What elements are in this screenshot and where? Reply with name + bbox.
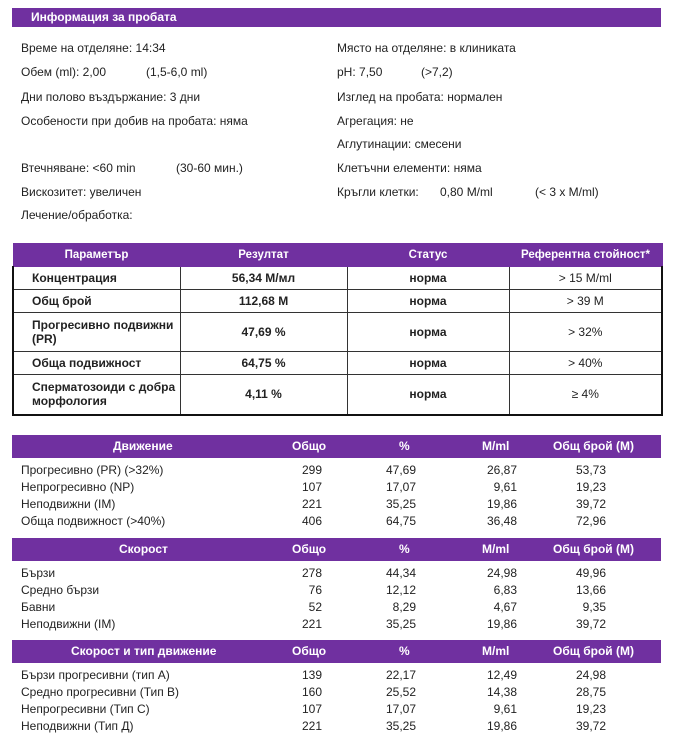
- table-row: [12, 479, 661, 496]
- table-row: [12, 582, 661, 599]
- row-percent: 35,25: [385, 719, 416, 733]
- row-mml: 19,86: [486, 617, 517, 631]
- param-reference: ≥ 4%: [509, 375, 662, 415]
- table-row: [12, 616, 661, 633]
- row-total: 76: [308, 583, 322, 597]
- section-header: [12, 538, 661, 561]
- param-status: норма: [347, 313, 509, 352]
- row-count: 28,75: [575, 685, 606, 699]
- row-label: Неподвижни (IM): [21, 497, 116, 511]
- param-reference: > 40%: [509, 352, 662, 375]
- param-status: норма: [347, 352, 509, 375]
- row-mml: 4,67: [493, 600, 517, 614]
- row-mml: 6,83: [493, 583, 517, 597]
- param-status: норма: [347, 267, 509, 290]
- param-reference: > 15 M/ml: [509, 267, 662, 290]
- header-total: Общо: [292, 439, 327, 453]
- row-count: 19,23: [575, 480, 606, 494]
- row-count: 72,96: [575, 514, 606, 528]
- param-name: Сперматозоиди с добра морфология: [13, 375, 180, 415]
- table-row: [12, 462, 661, 479]
- row-label: Прогресивно (PR) (>32%): [21, 463, 164, 477]
- sample-info-header: [12, 8, 661, 27]
- param-result: 47,69 %: [180, 313, 347, 352]
- section-title: Скорост: [119, 542, 168, 556]
- table-row: [12, 565, 661, 582]
- sample-info-title: Информация за пробата: [31, 10, 177, 24]
- row-count: 39,72: [575, 497, 606, 511]
- row-percent: 17,07: [385, 480, 416, 494]
- info-round-cells-value: 0,80 M/ml: [440, 185, 493, 199]
- row-mml: 19,86: [486, 497, 517, 511]
- row-label: Бързи прогресивни (тип А): [21, 668, 170, 682]
- section-speed-type: [12, 640, 661, 735]
- info-volume-ref: (1,5-6,0 ml): [146, 65, 208, 79]
- table-row: [13, 375, 662, 415]
- table-row: [12, 513, 661, 530]
- row-total: 107: [301, 702, 322, 716]
- info-treatment: Лечение/обработка:: [21, 208, 133, 222]
- section-header: [12, 640, 661, 663]
- header-parameter: Параметър: [13, 244, 180, 267]
- row-count: 9,35: [582, 600, 606, 614]
- table-row: [13, 352, 662, 375]
- header-mml: M/ml: [482, 542, 510, 556]
- row-label: Неподвижни (IM): [21, 617, 116, 631]
- row-percent: 47,69: [385, 463, 416, 477]
- row-label: Бавни: [21, 600, 56, 614]
- info-agglutination: Аглутинации: смесени: [337, 137, 462, 151]
- row-percent: 64,75: [385, 514, 416, 528]
- row-total: 221: [301, 497, 322, 511]
- header-total: Общо: [292, 542, 327, 556]
- row-label: Неподвижни (Тип Д): [21, 719, 134, 733]
- row-total: 160: [301, 685, 322, 699]
- header-reference: Референтна стойност*: [509, 244, 662, 267]
- row-percent: 12,12: [385, 583, 416, 597]
- param-result: 64,75 %: [180, 352, 347, 375]
- row-total: 406: [301, 514, 322, 528]
- header-mml: M/ml: [482, 644, 510, 658]
- table-row: [13, 290, 662, 313]
- info-viscosity: Вискозитет: увеличен: [21, 185, 142, 199]
- header-count: Общ брой (M): [553, 542, 634, 556]
- info-aggregation: Агрегация: не: [337, 114, 414, 128]
- table-row: [12, 496, 661, 513]
- row-percent: 17,07: [385, 702, 416, 716]
- row-label: Средно бързи: [21, 583, 100, 597]
- row-label: Обща подвижност (>40%): [21, 514, 166, 528]
- info-collection-notes: Особености при добив на пробата: няма: [21, 114, 248, 128]
- row-count: 39,72: [575, 617, 606, 631]
- row-percent: 35,25: [385, 497, 416, 511]
- row-percent: 44,34: [385, 566, 416, 580]
- info-volume: Обем (ml): 2,00: [21, 65, 107, 79]
- row-percent: 8,29: [392, 600, 416, 614]
- row-count: 49,96: [575, 566, 606, 580]
- param-result: 56,34 М/мл: [180, 267, 347, 290]
- table-row: [13, 267, 662, 290]
- param-name: Прогресивно подвижни (PR): [13, 313, 180, 352]
- section-header: [12, 435, 661, 458]
- row-mml: 36,48: [486, 514, 517, 528]
- param-name: Общ брой: [13, 290, 180, 313]
- param-name: Концентрация: [13, 267, 180, 290]
- info-cell-elements: Клетъчни елементи: няма: [337, 161, 482, 175]
- table-row: [12, 667, 661, 684]
- header-percent: %: [399, 542, 410, 556]
- row-total: 299: [301, 463, 322, 477]
- info-liquefaction-ref: (30-60 мин.): [176, 161, 243, 175]
- row-total: 221: [301, 617, 322, 631]
- info-collection-place: Място на отделяне: в клиниката: [337, 41, 516, 55]
- info-ph-ref: (>7,2): [421, 65, 453, 79]
- row-mml: 12,49: [486, 668, 517, 682]
- param-name: Обща подвижност: [13, 352, 180, 375]
- row-count: 19,23: [575, 702, 606, 716]
- row-total: 107: [301, 480, 322, 494]
- header-percent: %: [399, 644, 410, 658]
- header-percent: %: [399, 439, 410, 453]
- header-count: Общ брой (M): [553, 644, 634, 658]
- header-count: Общ брой (M): [553, 439, 634, 453]
- row-total: 221: [301, 719, 322, 733]
- table-row: [13, 313, 662, 352]
- param-reference: > 39 M: [509, 290, 662, 313]
- param-result: 4,11 %: [180, 375, 347, 415]
- row-count: 53,73: [575, 463, 606, 477]
- info-appearance: Изглед на пробата: нормален: [337, 90, 503, 104]
- row-label: Средно прогресивни (Тип В): [21, 685, 180, 699]
- row-count: 39,72: [575, 719, 606, 733]
- row-count: 24,98: [575, 668, 606, 682]
- section-speed: [12, 538, 661, 633]
- param-status: норма: [347, 290, 509, 313]
- row-mml: 24,98: [486, 566, 517, 580]
- row-mml: 19,86: [486, 719, 517, 733]
- row-mml: 14,38: [486, 685, 517, 699]
- param-reference: > 32%: [509, 313, 662, 352]
- table-row: [12, 599, 661, 616]
- header-status: Статус: [347, 244, 509, 267]
- row-mml: 26,87: [486, 463, 517, 477]
- param-status: норма: [347, 375, 509, 415]
- row-percent: 35,25: [385, 617, 416, 631]
- section-title: Скорост и тип движение: [71, 644, 217, 658]
- parameters-header-row: [13, 244, 662, 267]
- row-percent: 25,52: [385, 685, 416, 699]
- row-total: 278: [301, 566, 322, 580]
- info-collection-time: Време на отделяне: 14:34: [21, 41, 166, 55]
- table-row: [12, 684, 661, 701]
- row-total: 139: [301, 668, 322, 682]
- row-percent: 22,17: [385, 668, 416, 682]
- info-liquefaction: Втечняване: <60 min: [21, 161, 136, 175]
- header-total: Общо: [292, 644, 327, 658]
- row-count: 13,66: [575, 583, 606, 597]
- info-abstinence-days: Дни полово въздържание: 3 дни: [21, 90, 201, 104]
- parameters-table: [12, 243, 663, 416]
- row-total: 52: [308, 600, 322, 614]
- row-mml: 9,61: [493, 480, 517, 494]
- table-row: [12, 701, 661, 718]
- info-ph: pH: 7,50: [337, 65, 383, 79]
- section-movement: [12, 435, 661, 530]
- row-label: Бързи: [21, 566, 56, 580]
- table-row: [12, 718, 661, 735]
- row-label: Непрогресивни (Тип С): [21, 702, 150, 716]
- row-mml: 9,61: [493, 702, 517, 716]
- param-result: 112,68 М: [180, 290, 347, 313]
- header-mml: M/ml: [482, 439, 510, 453]
- section-title: Движение: [113, 439, 173, 453]
- info-round-cells-ref: (< 3 x M/ml): [535, 185, 599, 199]
- info-round-cells: Кръгли клетки:: [337, 185, 419, 199]
- row-label: Непрогресивно (NP): [21, 480, 135, 494]
- header-result: Резултат: [180, 244, 347, 267]
